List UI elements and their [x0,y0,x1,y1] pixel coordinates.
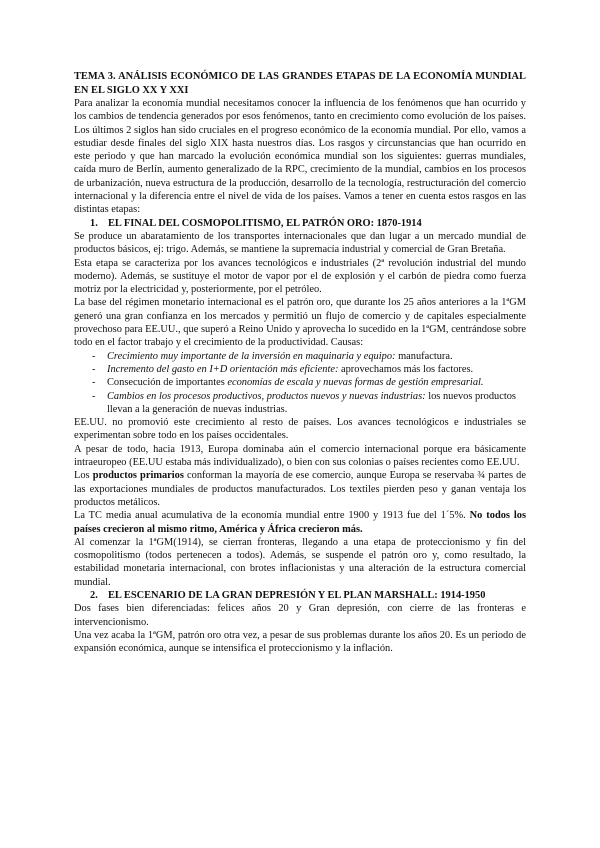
section-1-title: EL FINAL DEL COSMOPOLITISMO, EL PATRÓN ORO: 1870-1914 [108,217,422,229]
document-page [74,70,526,655]
list-item [92,350,526,363]
section-2-title: EL ESCENARIO DE LA GRAN DEPRESIÓN Y EL PLAN MARSHALL: 1914-1950 [108,589,486,601]
section-2-paragraph-2: Una vez acaba la 1ªGM, patrón oro otra vez, a pesar de sus problemas durante los años 20. Es un periodo de expansión económica, aunque se intensifica el proteccionismo y la inflación. [74,629,526,655]
section-1-paragraph-5: A pesar de todo, hacia 1913, Europa dominaba aún el comercio internacional porque era básicamente intraeuropeo (EE.UU estaba más individualizado), o bien con sus colonias o países recientes como EE.UU. [74,443,526,469]
section-1-paragraph-7 [74,509,526,536]
list-item-emphasis: Cambios en los procesos productivos, productos nuevos y nuevas industrias: [107,390,426,402]
document-title: TEMA 3. ANÁLISIS ECONÓMICO DE LAS GRANDES ETAPAS DE LA ECONOMÍA MUNDIAL EN EL SIGLO XX Y XXI [74,71,526,96]
text-run: conforman la mayoría de ese comercio, aunque Europa se reservaba ¾ partes de las exportaciones mundiales de productos manufacturados. Los textiles pierden peso y ganan ventaja los productos metálicos. [74,470,526,508]
section-1-heading [74,217,526,230]
list-item-emphasis: economías de escala y nuevas formas de gestión empresarial. [227,377,484,389]
list-item-emphasis: Incremento del gasto en I+D orientación más eficiente: [107,363,339,375]
list-item-emphasis: Crecimiento muy importante de la inversión en maquinaria y equipo: [107,350,396,362]
list-item-text: los nuevos productos llevan a la generación de nuevas industrias. [107,390,516,415]
list-item [92,363,526,376]
section-1-paragraph-3: La base del régimen monetario internacional es el patrón oro, que durante los 25 años anteriores a la 1ªGM generó una gran confianza en los mercados y permitió un flujo de comercio y de capitales especialmente provechoso para EE.UU., que superó a Reino Unido y aprovecha lo sucedido en la 1ªGM, centrándose sobre todo en el factor trabajo y el crecimiento de la productividad. Causas: [74,297,526,349]
list-item-text: manufactura. [395,350,453,362]
section-1-number: 1. [90,217,98,229]
section-2-number: 2. [90,589,98,601]
list-item [92,376,526,389]
causes-list [74,350,526,416]
section-1-paragraph-4: EE.UU. no promovió este crecimiento al resto de países. Los avances tecnológicos e industriales se experimentan sobre todo en los países occidentales. [74,417,526,442]
section-1-paragraph-8: Al comenzar la 1ªGM(1914), se cierran fronteras, llegando a una etapa de proteccionismo y fin del cosmopolitismo (todos pertenecen a todos). Además, se suspende el patrón oro y, como resultado, la estabilidad monetaria internacional, con brotes inflacionistas y una alteración de la estructura comercial mundial. [74,536,526,588]
section-2-paragraph-1: Dos fases bien diferenciadas: felices años 20 y Gran depresión, con cierre de las fronteras e intervencionismo. [74,603,526,628]
section-1-paragraph-1: Se produce un abaratamiento de los transportes internacionales que dan lugar a un mercado mundial de productos básicos, ej: trigo. Además, se mantiene la supremacía industrial y comercial de Gran Bretaña. [74,230,526,256]
section-2-heading [74,589,526,602]
text-run: La TC media anual acumulativa de la economía mundial entre 1900 y 1913 fue del 1´5%. [74,510,470,522]
list-item [92,390,526,417]
list-item-text: aprovechamos más los factores. [338,363,474,375]
text-run: Los [74,470,93,482]
list-item-text: Consecución de importantes [107,377,228,389]
intro-paragraph: Para analizar la economía mundial necesitamos conocer la influencia de los fenómenos que han ocurrido y los cambios de tendencia generados por esos fenómenos, tanto en crecimiento como evolución de los países. Los últimos 2 siglos han sido cruciales en el progreso económico de la economía mundial. Por ello, vamos a estudiar desde finales del siglo XIX hasta nuestros días. Los rasgos y circunstancias que han ocurrido en este periodo y que han marcado la evolución económica mundial son los siguientes: guerras mundiales, caída muro de Berlín, aumento generalizado de la RPC, crecimiento de la mundial, cambios en los procesos de urbanización, nueva estructura de la producción, desarrollo de la tecnología, restructuración del comercio internacional y la diferencia entre el nivel de vida de los países. Vamos a tener en cuenta estos rasgos en las distintas etapas: [74,98,526,216]
bold-text: productos primarios [92,470,184,482]
bold-text: No todos los países crecieron al mismo ritmo, América y África crecieron más. [74,510,526,535]
section-1-paragraph-2: Esta etapa se caracteriza por los avances tecnológicos e industriales (2ª revolución industrial del mundo moderno). Además, se sustituye el motor de vapor por el de explosión y el carbón de piedra como fuerza motriz por la electricidad y, posteriormente, por el petróleo. [74,257,526,296]
section-1-paragraph-6 [74,469,526,509]
